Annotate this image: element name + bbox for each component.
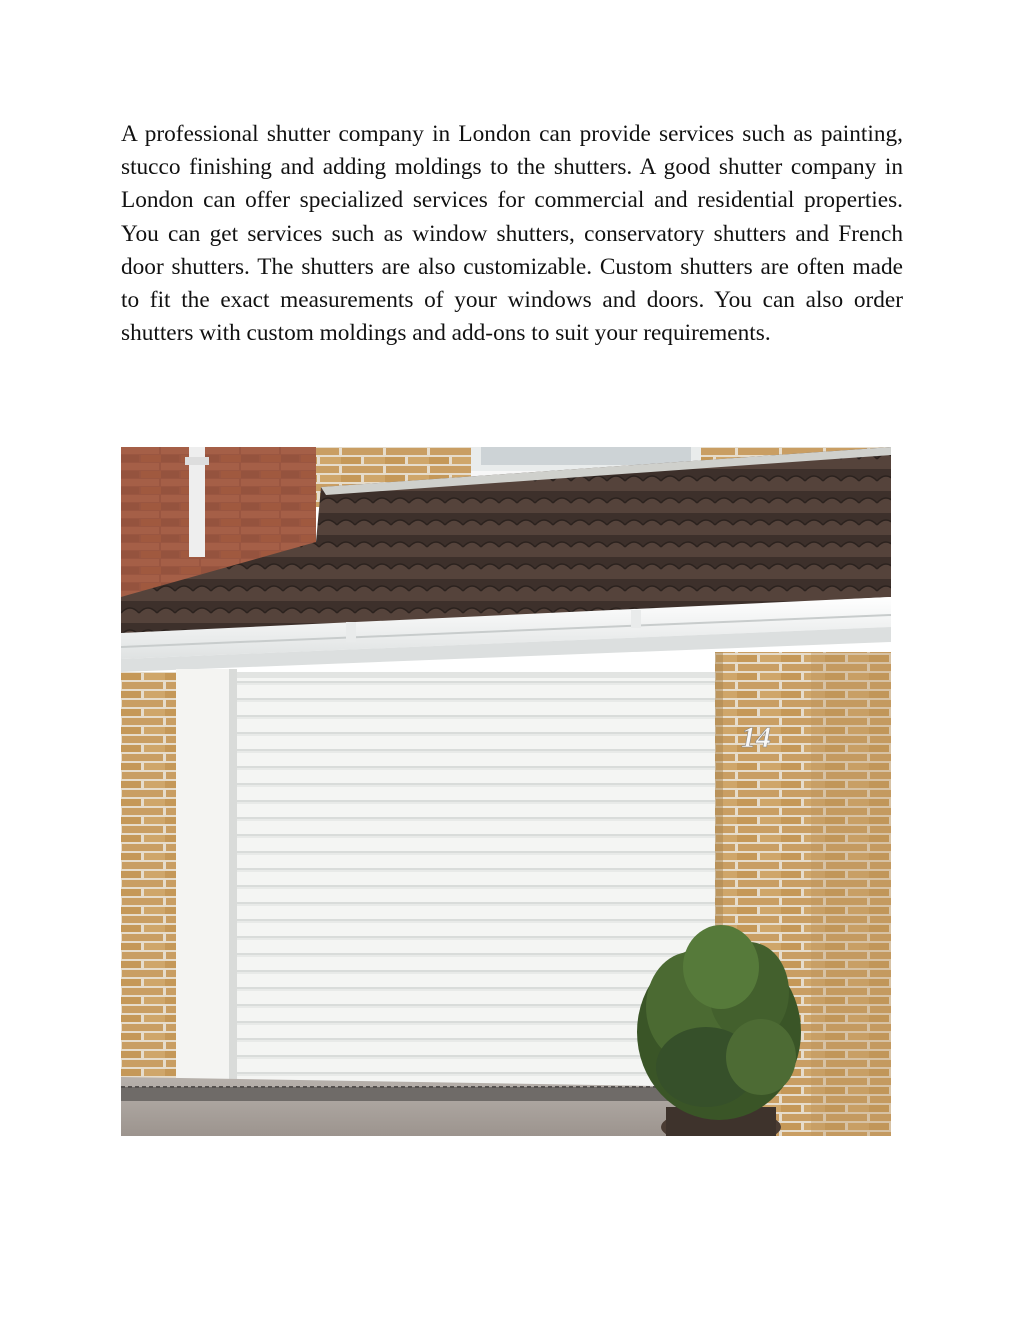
garage-shutter-photo [121, 447, 891, 1136]
body-paragraph: A professional shutter company in London can provide services such as painting, stucco finishing and adding moldings to the shutters. A good shutter company in London can offer specialized services for commercial and residential properties. You can get services such as window shutters, conservatory shutters and French door shutters. The shutters are also customizable. Custom shutters are often made to fit the exact measurements of your windows and doors. You can also order shutters with custom moldings and add-ons to suit your requirements. [121, 121, 903, 347]
garage-photo-illustration [121, 447, 891, 1136]
house-number: 14 [741, 721, 771, 754]
